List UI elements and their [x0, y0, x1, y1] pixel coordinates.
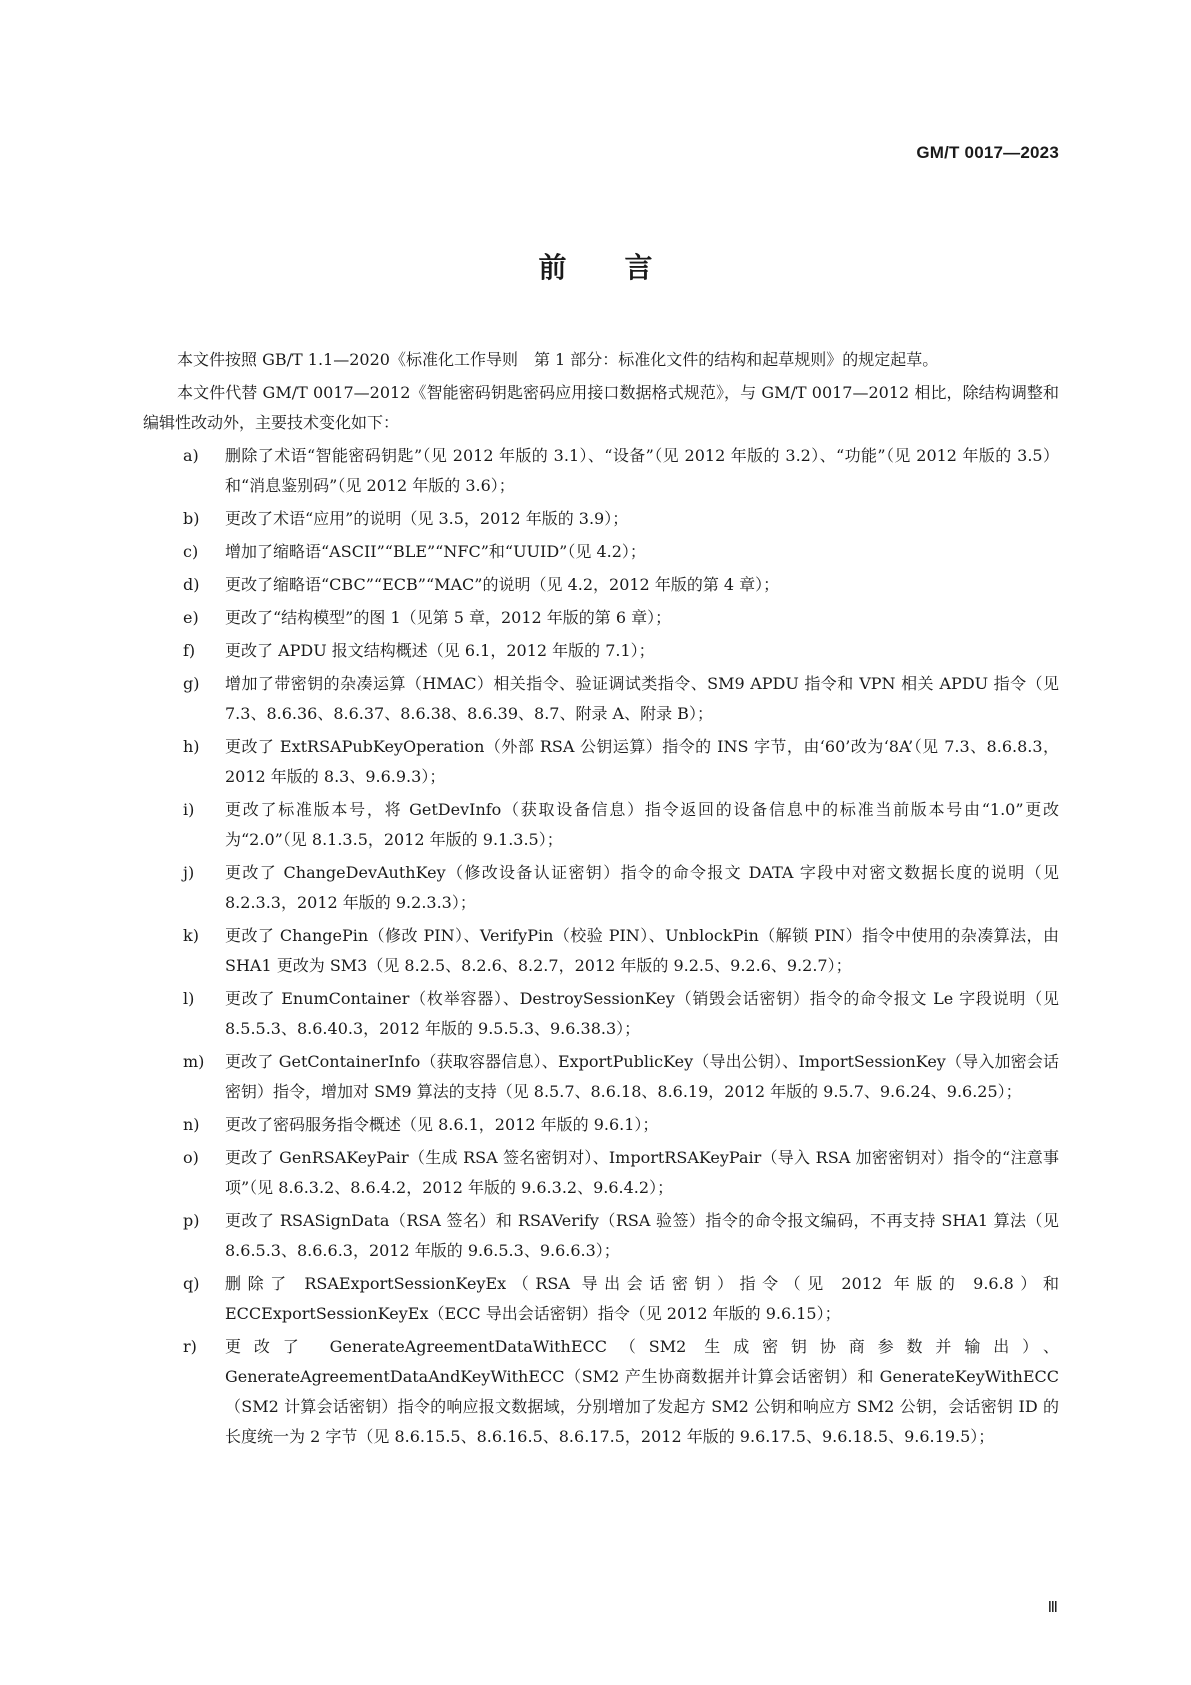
change-item-n: [143, 1110, 1059, 1140]
item-marker: i): [183, 800, 195, 819]
item-marker: r): [183, 1337, 197, 1356]
item-marker: j): [183, 863, 195, 882]
item-marker: e): [183, 608, 199, 627]
item-text: 更改了缩略语“CBC”“ECB”“MAC”的说明（见 4.2，2012 年版的第 4 章）；: [225, 575, 780, 594]
item-text: 删除了术语“智能密码钥匙”（见 2012 年版的 3.1）、“设备”（见 2012 年版的 3.2）、“功能”（见 2012 年版的 3.5）和“消息鉴别码”（见 2012 年版的 3.6）；: [225, 446, 1059, 495]
page-title: 前言: [538, 251, 711, 284]
item-marker: k): [183, 926, 199, 945]
item-text: 更改了 APDU 报文结构概述（见 6.1，2012 年版的 7.1）；: [225, 641, 655, 660]
item-marker: a): [183, 446, 199, 465]
intro-paragraph-drafting: 本文件按照 GB/T 1.1—2020《标准化工作导则 第 1 部分：标准化文件的结构和起草规则》的规定起草。: [177, 350, 939, 369]
change-item-b: [143, 504, 1059, 534]
item-text: 更改了术语“应用”的说明（见 3.5，2012 年版的 3.9）；: [225, 509, 629, 528]
item-text: 更改了 RSASignData（RSA 签名）和 RSAVerify（RSA 验签）指令的命令报文编码，不再支持 SHA1 算法（见 8.6.5.3、8.6.6.3，2012 年版的 9.6.5.3、9.6.6.3）；: [225, 1211, 1059, 1260]
item-text: 更改了 ChangeDevAuthKey（修改设备认证密钥）指令的命令报文 DATA 字段中对密文数据长度的说明（见 8.2.3.3，2012 年版的 9.2.3.3）；: [225, 863, 1059, 912]
change-item-g: [143, 669, 1059, 729]
item-marker: p): [183, 1211, 200, 1230]
item-marker: q): [183, 1274, 200, 1293]
item-text: 删除了 RSAExportSessionKeyEx（RSA 导出会话密钥）指令（见 2012 年版的 9.6.8）和 ECCExportSessionKeyEx（ECC 导出会话密钥）指令（见 2012 年版的 9.6.15）；: [225, 1274, 1059, 1323]
item-text: 更改了 ExtRSAPubKeyOperation（外部 RSA 公钥运算）指令的 INS 字节，由‘60’改为‘8A’（见 7.3、8.6.8.3，2012 年版的 8.3、9.6.9.3）；: [225, 737, 1059, 786]
item-text: 更改了密码服务指令概述（见 8.6.1，2012 年版的 9.6.1）；: [225, 1115, 659, 1134]
item-marker: g): [183, 674, 200, 693]
change-item-l: [143, 984, 1059, 1044]
item-text: 更改了 GenerateAgreementDataWithECC（SM2 生成密钥协商参数并输出）、GenerateAgreementDataAndKeyWithECC（SM2 产生协商数据并计算会话密钥）和 GenerateKeyWithECC（SM2 计算会话密钥）指令的响应报文数据域，分别增加了发起方 SM2 公钥和响应方 SM2 公钥，会话密钥 ID 的长度统一为 2 字节（见 8.6.15.5、8.6.16.5、8.6.17.5，2012 年版的 9.6.17.5、9.6.18.5、9.6.19.5）；: [225, 1337, 1059, 1446]
change-item-m: [143, 1047, 1059, 1107]
change-item-c: [143, 537, 1059, 567]
technical-changes-list: [143, 441, 1059, 1452]
item-marker: f): [183, 641, 196, 660]
change-item-q: [143, 1269, 1059, 1329]
item-marker: h): [183, 737, 200, 756]
change-item-e: [143, 603, 1059, 633]
item-marker: o): [183, 1148, 199, 1167]
item-marker: d): [183, 575, 200, 594]
item-text: 更改了 EnumContainer（枚举容器）、DestroySessionKey（销毁会话密钥）指令的命令报文 Le 字段说明（见 8.5.5.3、8.6.40.3，2012 年版的 9.5.5.3、9.6.38.3）；: [225, 989, 1059, 1038]
change-item-o: [143, 1143, 1059, 1203]
change-item-i: [143, 795, 1059, 855]
item-marker: l): [183, 989, 195, 1008]
item-marker: b): [183, 509, 200, 528]
item-text: 增加了缩略语“ASCII”“BLE”“NFC”和“UUID”（见 4.2）；: [225, 542, 646, 561]
item-text: 更改了标准版本号，将 GetDevInfo（获取设备信息）指令返回的设备信息中的标准当前版本号由“1.0”更改为“2.0”（见 8.1.3.5，2012 年版的 9.1.3.5）；: [225, 800, 1059, 849]
change-item-a: [143, 441, 1059, 501]
change-item-k: [143, 921, 1059, 981]
change-item-p: [143, 1206, 1059, 1266]
change-item-r: [143, 1332, 1059, 1452]
change-item-f: [143, 636, 1059, 666]
document-code: GM/T 0017—2023: [916, 143, 1059, 162]
page-number: Ⅲ: [1047, 1598, 1058, 1616]
item-text: 更改了“结构模型”的图 1（见第 5 章，2012 年版的第 6 章）；: [225, 608, 672, 627]
item-text: 更改了 GenRSAKeyPair（生成 RSA 签名密钥对）、ImportRSAKeyPair（导入 RSA 加密密钥对）指令的“注意事项”（见 8.6.3.2、8.6.4.2，2012 年版的 9.6.3.2、9.6.4.2）；: [225, 1148, 1059, 1197]
item-text: 更改了 ChangePin（修改 PIN）、VerifyPin（校验 PIN）、UnblockPin（解锁 PIN）指令中使用的杂凑算法，由 SHA1 更改为 SM3（见 8.2.5、8.2.6、8.2.7，2012 年版的 9.2.5、9.2.6、9.2.7）；: [225, 926, 1059, 975]
item-marker: m): [183, 1052, 205, 1071]
change-item-j: [143, 858, 1059, 918]
item-text: 更改了 GetContainerInfo（获取容器信息）、ExportPublicKey（导出公钥）、ImportSessionKey（导入加密会话密钥）指令，增加对 SM9 算法的支持（见 8.5.7、8.6.18、8.6.19，2012 年版的 9.5.7、9.6.24、9.6.25）；: [225, 1052, 1059, 1101]
item-text: 增加了带密钥的杂凑运算（HMAC）相关指令、验证调试类指令、SM9 APDU 指令和 VPN 相关 APDU 指令（见 7.3、8.6.36、8.6.37、8.6.38、8.6.39、8.7、附录 A、附录 B）；: [225, 674, 1059, 723]
foreword-body: [143, 345, 1059, 1455]
change-item-d: [143, 570, 1059, 600]
intro-paragraph-replacement: 本文件代替 GM/T 0017—2012《智能密码钥匙密码应用接口数据格式规范》，与 GM/T 0017—2012 相比，除结构调整和编辑性改动外，主要技术变化如下：: [143, 383, 1059, 432]
item-marker: n): [183, 1115, 200, 1134]
change-item-h: [143, 732, 1059, 792]
item-marker: c): [183, 542, 199, 561]
